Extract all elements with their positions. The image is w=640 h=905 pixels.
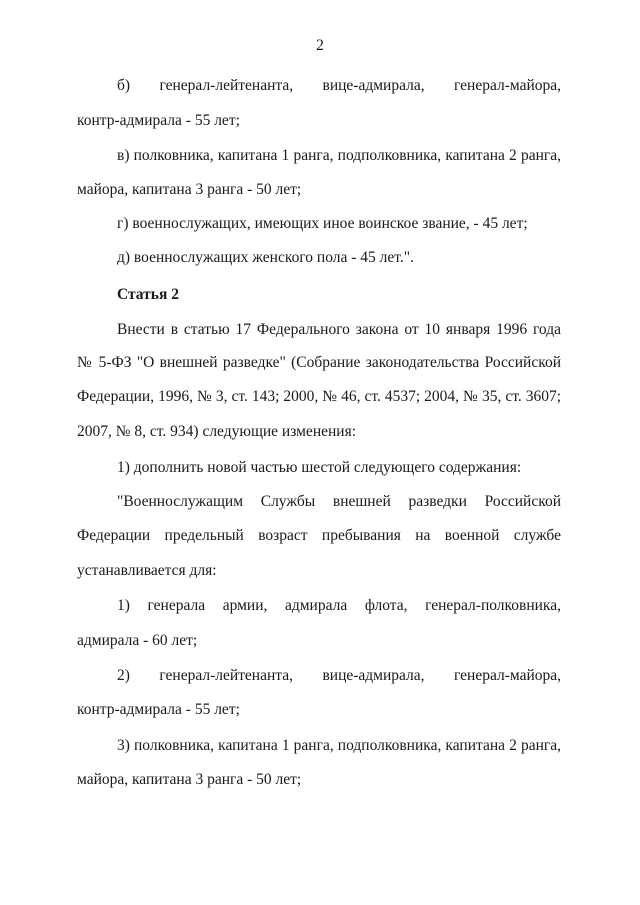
text-line: 3) полковника, капитана 1 ранга, подполковника, капитана 2 ранга, xyxy=(117,737,561,754)
text-line: контр-адмирала - 55 лет; xyxy=(77,701,240,718)
page-number: 2 xyxy=(316,37,324,54)
text-line: б) генерал-лейтенанта, вице-адмирала, генерал-майора, xyxy=(117,77,561,94)
text-line: адмирала - 60 лет; xyxy=(77,632,198,649)
text-line: Федерации предельный возраст пребывания на военной службе xyxy=(77,527,561,544)
text-line: устанавливается для: xyxy=(77,562,217,579)
text-line: "Военнослужащим Службы внешней разведки Российской xyxy=(117,493,561,510)
text-line: 1) генерала армии, адмирала флота, генерал-полковника, xyxy=(117,597,561,614)
text-line: д) военнослужащих женского пола - 45 лет.". xyxy=(117,249,414,266)
text-line: майора, капитана 3 ранга - 50 лет; xyxy=(77,771,302,788)
text-line: майора, капитана 3 ранга - 50 лет; xyxy=(77,181,302,198)
text-line: Внести в статью 17 Федерального закона от 10 января 1996 года xyxy=(117,321,561,338)
text-line: в) полковника, капитана 1 ранга, подполковника, капитана 2 ранга, xyxy=(117,147,561,164)
article-heading: Статья 2 xyxy=(117,286,179,303)
text-line: 1) дополнить новой частью шестой следующего содержания: xyxy=(117,459,522,476)
text-line: Федерации, 1996, № 3, ст. 143; 2000, № 46, ст. 4537; 2004, № 35, ст. 3607; xyxy=(77,388,561,405)
text-line: 2007, № 8, ст. 934) следующие изменения: xyxy=(77,423,357,440)
text-line: г) военнослужащих, имеющих иное воинское звание, - 45 лет; xyxy=(117,215,528,232)
text-line: 2) генерал-лейтенанта, вице-адмирала, генерал-майора, xyxy=(117,667,561,684)
text-line: № 5-ФЗ "О внешней разведке" (Собрание законодательства Российской xyxy=(77,354,561,371)
text-line: контр-адмирала - 55 лет; xyxy=(77,112,240,129)
